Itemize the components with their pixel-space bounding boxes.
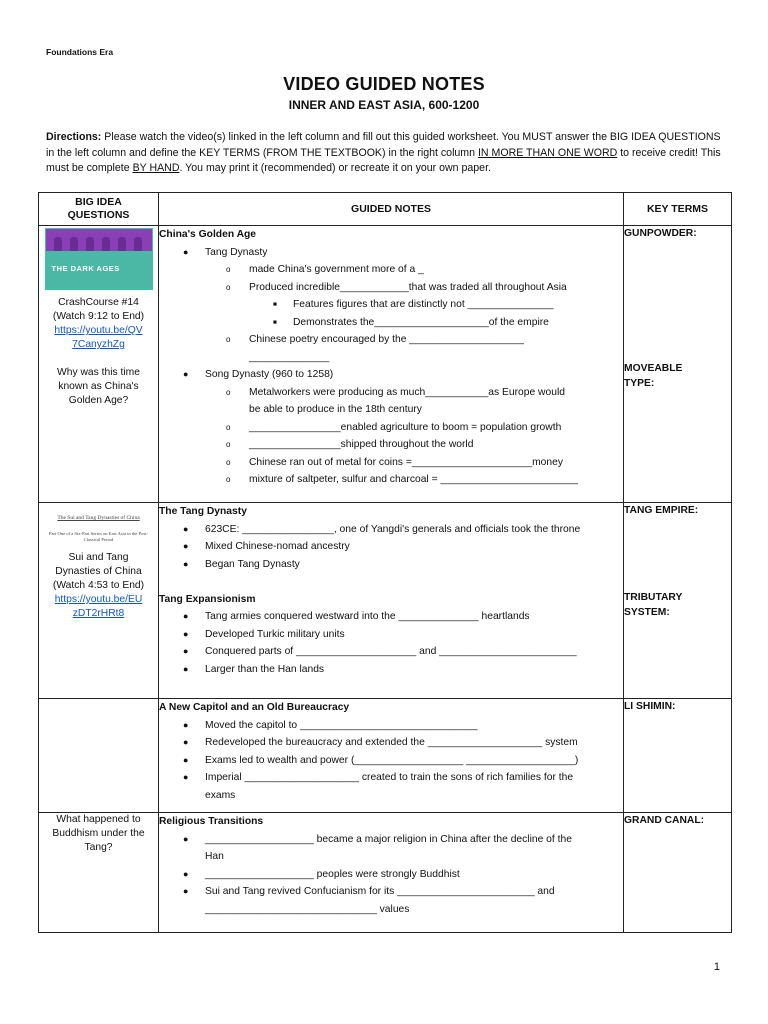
key-term: LI SHIMIN: [624, 701, 676, 712]
note-text: The Tang Dynasty [159, 506, 247, 517]
note-text: exams [205, 789, 236, 801]
note-text: Chinese poetry encouraged by the ____________________ [249, 334, 524, 345]
note-line [159, 556, 623, 574]
note-line [159, 734, 623, 752]
video-link[interactable]: https://youtu.be/QV [54, 325, 143, 336]
key-terms-cell [624, 503, 732, 699]
note-line [159, 314, 623, 332]
note-line [159, 626, 623, 644]
big-idea-question: What happened to Buddhism under the Tang? [52, 814, 145, 853]
note-line [159, 331, 623, 349]
thumbnail-title: The Sui and Tang Dynasties of China [57, 515, 140, 521]
note-text: made China's government more of a _ [249, 264, 424, 275]
note-text: Larger than the Han lands [205, 663, 325, 675]
directions-text-1: Please watch the video(s) linked in the left column and fill out this guided worksheet. You MUST answer the BIG IDEA QUESTIONS in the left column and define the KEY TERMS (FROM THE TEXTBOOK) in the right column [46, 131, 721, 159]
bullet-icon: ■ [273, 318, 277, 326]
note-text: 623CE: ________________, one of Yangdi's generals and officials took the throne [205, 523, 581, 535]
note-text: ______________ [249, 351, 330, 363]
note-line [159, 349, 623, 367]
note-line [159, 787, 623, 805]
bullet-icon: o [226, 422, 231, 432]
bullet-icon: ● [183, 737, 189, 747]
bullet-icon: ● [183, 369, 189, 379]
bullet-icon: ● [183, 754, 189, 765]
note-text: Exams led to wealth and power (___________________ ___________________) [205, 754, 579, 766]
notes-cell [159, 699, 624, 813]
video-link-cont[interactable]: 7CanyzhZg [72, 339, 125, 350]
bullet-icon: o [226, 457, 231, 467]
key-term: GUNPOWDER: [624, 228, 697, 239]
note-text: ________________enabled agriculture to boom = population growth [249, 421, 562, 433]
note-line [159, 866, 623, 884]
note-line [159, 436, 623, 454]
note-line [159, 538, 623, 556]
directions-label: Directions: [46, 131, 102, 143]
note-text: Imperial ____________________ created to train the sons of rich families for the [205, 772, 574, 783]
note-line [159, 752, 623, 770]
note-line [159, 831, 623, 849]
note-line [159, 384, 623, 402]
bullet-icon: ● [183, 719, 189, 730]
note-line [159, 471, 623, 489]
bullet-icon: ● [183, 646, 189, 656]
key-terms-cell [624, 813, 732, 933]
note-text: Sui and Tang revived Confucianism for its ________________________ and [205, 886, 555, 897]
note-line [159, 573, 623, 591]
note-text: Conquered parts of _____________________ and ________________________ [205, 646, 577, 657]
note-text: ________________shipped throughout the world [249, 439, 474, 450]
table-row [39, 503, 732, 699]
note-line [159, 296, 623, 314]
bullet-icon: o [226, 440, 231, 449]
note-line [159, 883, 623, 901]
note-line [159, 521, 623, 539]
video-timing: (Watch 9:12 to End) [52, 311, 145, 322]
note-line [159, 454, 623, 472]
note-text: Moved the capitol to _______________________________ [205, 719, 478, 731]
header-big-idea: BIG IDEA QUESTIONS [39, 193, 159, 226]
key-term: TANG EMPIRE: [624, 505, 699, 516]
bullet-icon: ● [183, 772, 189, 782]
video-source-cont: Dynasties of China [55, 566, 142, 577]
bullet-icon: ● [183, 541, 189, 551]
video-link[interactable]: https://youtu.be/EU [54, 594, 143, 605]
note-line [159, 769, 623, 787]
key-term: MOVEABLE TYPE: [624, 363, 683, 389]
note-line [159, 848, 623, 866]
bullet-icon: ● [183, 523, 189, 534]
note-text: ______________________________ values [205, 903, 410, 915]
page-subtitle: INNER AND EAST ASIA, 600-1200 [288, 98, 480, 112]
bullet-icon: ● [183, 611, 189, 621]
big-idea-question: Why was this time known as China's Golden Age? [57, 367, 140, 406]
note-text: mixture of saltpeter, sulfur and charcoal = ________________________ [249, 474, 578, 485]
bullet-icon: o [226, 335, 231, 344]
table-row [39, 813, 732, 933]
note-text: A New Capitol and an Old Bureaucracy [159, 702, 350, 713]
note-text: ___________________ peoples were strongly Buddhist [205, 868, 460, 880]
video-thumbnail[interactable] [44, 511, 154, 543]
key-terms-cell [624, 699, 732, 813]
directions-underline-1: IN MORE THAN ONE WORD [477, 146, 618, 159]
notes-heading [159, 226, 623, 244]
bullet-icon: o [226, 475, 231, 484]
note-line [159, 419, 623, 437]
video-source: CrashCourse #14 [58, 297, 139, 308]
bullet-icon: ● [183, 628, 189, 639]
note-text: Religious Transitions [159, 816, 264, 827]
bullet-icon: o [226, 282, 231, 292]
note-text: China's Golden Age [159, 229, 257, 240]
note-text: Features figures that are distinctly not _______________ [293, 299, 554, 310]
note-line [159, 661, 623, 679]
key-term: GRAND CANAL: [624, 815, 705, 826]
note-line [159, 244, 623, 262]
note-text: be able to produce in the 18th century [249, 404, 422, 415]
bullet-icon: o [226, 387, 231, 397]
era-label: Foundations Era [46, 47, 114, 57]
note-line [159, 643, 623, 661]
notes-cell [159, 226, 624, 503]
bullet-icon: ● [183, 833, 189, 844]
note-text: Began Tang Dynasty [205, 558, 300, 570]
note-text: Redeveloped the bureaucracy and extended the ____________________ system [205, 737, 578, 748]
note-text: Song Dynasty (960 to 1258) [205, 369, 334, 380]
notes-heading [159, 591, 623, 609]
notes-heading [159, 503, 623, 521]
big-idea-cell [39, 503, 159, 699]
note-line [159, 901, 623, 919]
table-header-row [39, 193, 732, 226]
directions-text-2: to receive credit! This must be complete [46, 146, 721, 174]
note-line [159, 279, 623, 297]
directions-underline-2: BY HAND [132, 162, 180, 174]
notes-cell [159, 503, 624, 699]
directions [46, 130, 726, 177]
bullet-icon: ● [183, 868, 189, 879]
note-text: Tang Dynasty [205, 246, 268, 258]
note-text: Produced incredible____________that was traded all throughout Asia [249, 281, 567, 293]
bullet-icon: o [226, 265, 231, 274]
note-line [159, 401, 623, 419]
thumbnail-text: THE DARK AGES [51, 264, 120, 273]
note-line [159, 608, 623, 626]
guided-notes-table [38, 192, 732, 933]
note-text: Han [205, 851, 224, 862]
bullet-icon: ● [183, 558, 189, 569]
notes-cell [159, 813, 624, 933]
page-title: VIDEO GUIDED NOTES [283, 74, 485, 94]
key-terms-cell [624, 226, 732, 503]
table-row [39, 226, 732, 503]
big-idea-cell [39, 699, 159, 813]
note-line [159, 366, 623, 384]
header-key-terms: KEY TERMS [624, 193, 732, 226]
big-idea-cell [39, 813, 159, 933]
note-text: ___________________ became a major religion in China after the decline of the [205, 833, 572, 845]
bullet-icon: ● [183, 886, 189, 896]
note-text: Chinese ran out of metal for coins =_____________________money [249, 456, 563, 468]
note-line [159, 261, 623, 279]
note-text: Developed Turkic military units [205, 628, 345, 640]
directions-text-3: . You may print it (recommended) or recreate it on your own paper. [179, 162, 491, 174]
note-text: Tang armies conquered westward into the ______________ heartlands [205, 611, 530, 622]
thumbnail-subtitle: Part One of a Six-Part Series on East Asia in the Post-Classical Period [48, 531, 149, 542]
video-link-cont[interactable]: zDT2rHRt8 [72, 608, 125, 619]
notes-heading [159, 813, 623, 831]
key-term: TRIBUTARY SYSTEM: [624, 592, 683, 618]
note-line [159, 717, 623, 735]
notes-heading [159, 699, 623, 717]
bullet-icon: ● [183, 246, 189, 257]
note-text: Demonstrates the____________________of the empire [293, 316, 549, 328]
header-guided-notes: GUIDED NOTES [159, 193, 624, 226]
note-text: Mixed Chinese-nomad ancestry [205, 541, 350, 552]
big-idea-cell [39, 226, 159, 503]
table-row [39, 699, 732, 813]
note-text: Tang Expansionism [159, 593, 256, 605]
note-text: Metalworkers were producing as much___________as Europe would [249, 386, 565, 398]
video-thumbnail[interactable] [45, 228, 153, 290]
bullet-icon: ● [183, 663, 189, 674]
page-number: 1 [713, 961, 720, 973]
bullet-icon: ■ [273, 301, 277, 308]
video-source: Sui and Tang [68, 552, 129, 563]
video-timing: (Watch 4:53 to End) [52, 580, 145, 591]
